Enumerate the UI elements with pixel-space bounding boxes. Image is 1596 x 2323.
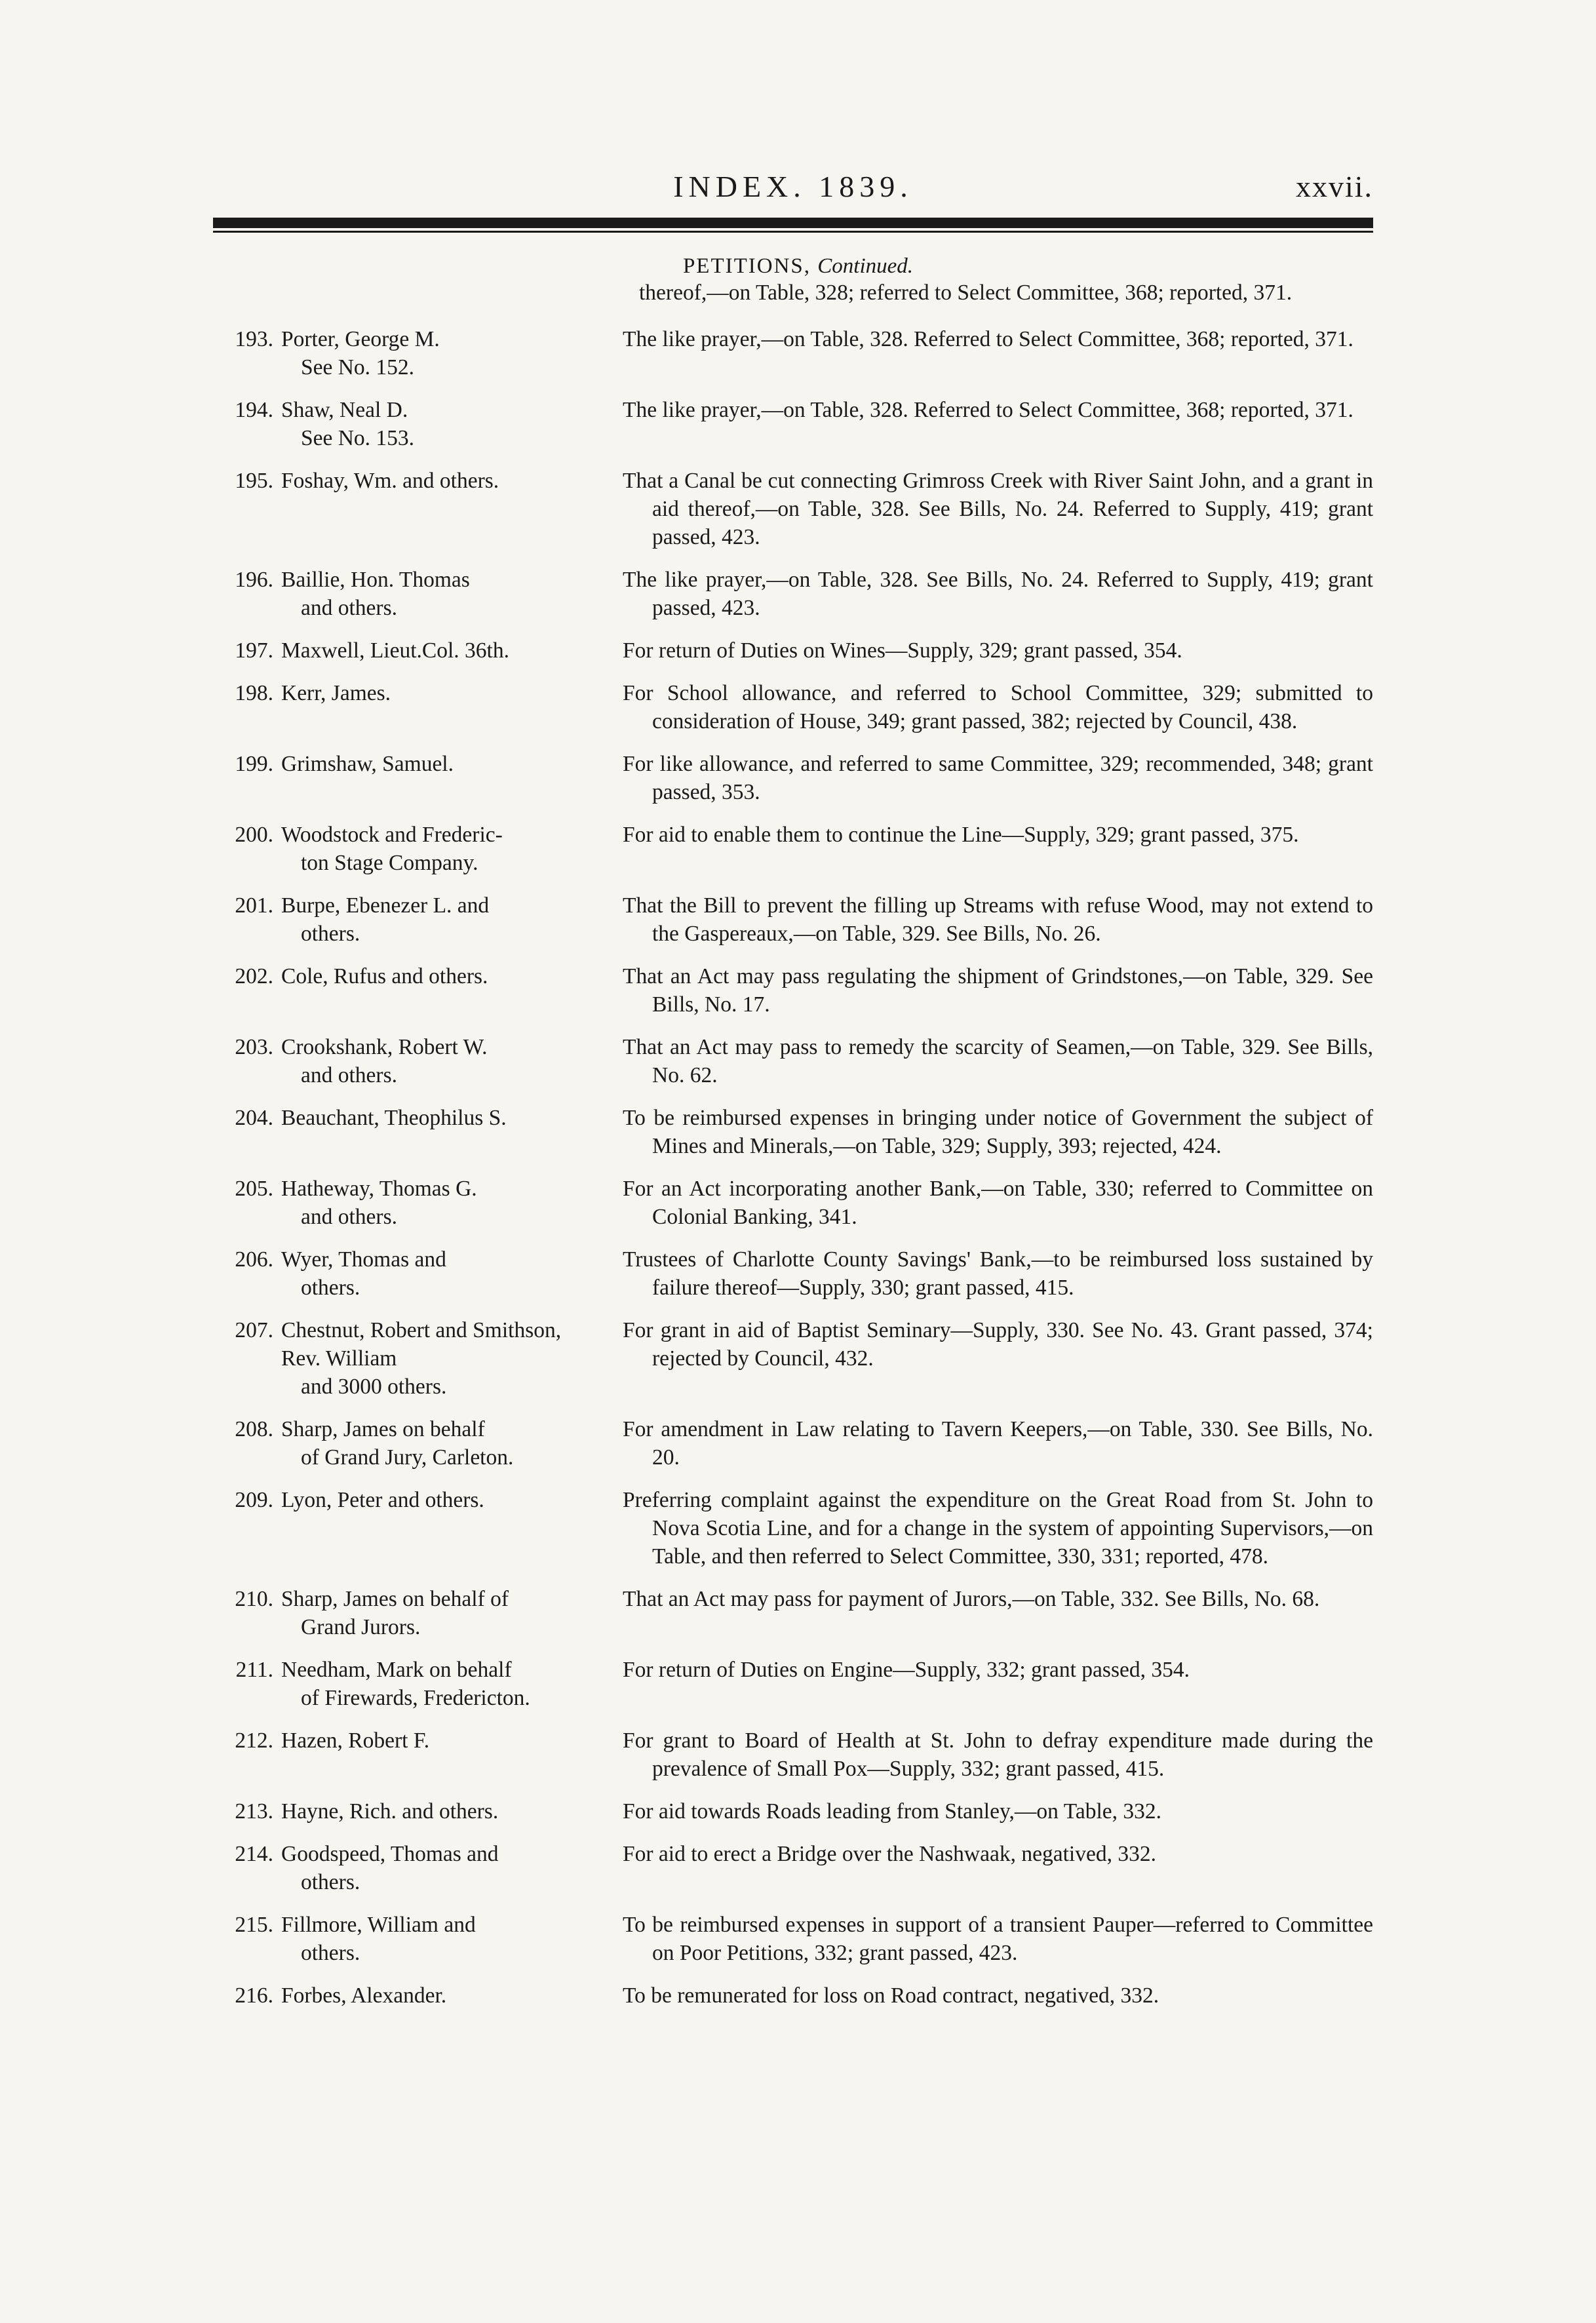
entry-name-sub: and others. — [301, 1063, 397, 1087]
entry-petitioner — [213, 1585, 593, 1641]
entry-text: For aid to enable them to continue the Line—Supply, 329; grant passed, 375. — [623, 823, 1299, 847]
index-entry — [213, 325, 1373, 381]
entry-petitioner — [213, 1033, 593, 1089]
entry-name: Hayne, Rich. and others. — [281, 1799, 499, 1824]
entry-number: 201. — [235, 893, 273, 918]
index-entry — [213, 891, 1373, 948]
entry-text: For return of Duties on Engine—Supply, 332; grant passed, 354. — [623, 1658, 1190, 1682]
entry-petitioner — [213, 1981, 593, 2010]
entry-name: Porter, George M. — [281, 327, 440, 351]
entry-name-sub: See No. 153. — [301, 426, 415, 450]
entry-text: That an Act may pass for payment of Jurors,—on Table, 332. See Bills, No. 68. — [623, 1587, 1320, 1611]
entry-name: Goodspeed, Thomas and — [281, 1842, 499, 1866]
entry-text: The like prayer,—on Table, 328. Referred to Select Committee, 368; reported, 371. — [623, 398, 1353, 422]
entry-name: Sharp, James on behalf — [281, 1417, 485, 1441]
entry-names — [281, 1585, 593, 1641]
entry-petitioner — [213, 396, 593, 452]
entry-number: 215. — [235, 1913, 273, 1937]
entry-name: Hazen, Robert F. — [281, 1728, 430, 1753]
entry-name-sub: others. — [301, 1870, 360, 1894]
entry-name: Crookshank, Robert W. — [281, 1035, 488, 1059]
index-entry — [213, 1727, 1373, 1783]
index-entry — [213, 679, 1373, 735]
entry-name-sub: others. — [301, 922, 360, 946]
entry-petitioner — [213, 636, 593, 665]
entry-petitioner — [213, 1104, 593, 1160]
entry-text: That an Act may pass regulating the shipment of Grindstones,—on Table, 329. See Bills, No. 17. — [623, 964, 1373, 1017]
entry-names — [281, 962, 593, 1019]
entry-text: To be remunerated for loss on Road contract, negatived, 332. — [623, 1983, 1159, 2008]
entry-name: Lyon, Peter and others. — [281, 1488, 484, 1512]
entry-petitioner — [213, 679, 593, 735]
entry-number: 210. — [235, 1587, 273, 1611]
entry-number: 197. — [235, 638, 273, 663]
entry-text: For amendment in Law relating to Tavern Keepers,—on Table, 330. See Bills, No. 20. — [623, 1417, 1373, 1470]
entry-number: 198. — [235, 681, 273, 705]
index-entry — [213, 1175, 1373, 1231]
entry-petitioner — [213, 1840, 593, 1896]
entry-text: For aid to erect a Bridge over the Nashwaak, negatived, 332. — [623, 1842, 1156, 1866]
entry-name-sub: ton Stage Company. — [301, 851, 478, 875]
entry-name: Wyer, Thomas and — [281, 1247, 446, 1272]
entry-name: Forbes, Alexander. — [281, 1983, 447, 2008]
entry-text: To be reimbursed expenses in support of a transient Pauper—referred to Committee on Poor Petitions, 332; grant passed, 423. — [623, 1913, 1373, 1965]
entry-names — [281, 325, 593, 381]
entry-petitioner — [213, 891, 593, 948]
entry-petitioner — [213, 1245, 593, 1302]
entry-number: 206. — [235, 1247, 273, 1272]
entry-names — [281, 1033, 593, 1089]
entry-number: 207. — [235, 1318, 273, 1342]
entry-petitioner — [213, 1656, 593, 1712]
entry-number: 196. — [235, 568, 273, 592]
entry-petitioner — [213, 1175, 593, 1231]
entry-name: Fillmore, William and — [281, 1913, 476, 1937]
index-entry — [213, 467, 1373, 551]
entry-petitioner — [213, 962, 593, 1019]
entry-name: Foshay, Wm. and others. — [281, 469, 499, 493]
entry-names — [281, 396, 593, 452]
entry-text: For grant in aid of Baptist Seminary—Supply, 330. See No. 43. Grant passed, 374; rejected by Council, 432. — [623, 1318, 1373, 1371]
entry-names — [281, 750, 593, 806]
section-continued: Continued. — [817, 254, 914, 278]
entry-petitioner — [213, 467, 593, 551]
entry-petitioner — [213, 821, 593, 877]
index-entry — [213, 1981, 1373, 2010]
entry-number: 193. — [235, 327, 273, 351]
entry-number: 214. — [235, 1842, 273, 1866]
entry-names — [281, 821, 593, 877]
entry-petitioner — [213, 566, 593, 622]
entry-names — [281, 679, 593, 735]
entry-names — [281, 891, 593, 948]
entry-names — [281, 1245, 593, 1302]
entry-petitioner — [213, 1911, 593, 1967]
entry-text: To be reimbursed expenses in bringing under notice of Government the subject of Mines and Minerals,—on Table, 329; Supply, 393; rejected, 424. — [623, 1106, 1373, 1158]
entry-name: Baillie, Hon. Thomas — [281, 568, 470, 592]
index-entry — [213, 1656, 1373, 1712]
entry-names — [281, 636, 593, 665]
entry-text: Preferring complaint against the expenditure on the Great Road from St. John to Nova Scotia Line, and for a change in the system of appointing Supervisors,—on Table, and then referred to Select Committee, 330, 331; reported, 478. — [623, 1488, 1373, 1569]
entry-number: 194. — [235, 398, 273, 422]
entry-name: Needham, Mark on behalf — [281, 1658, 512, 1682]
page-title: INDEX. 1839. — [673, 170, 913, 203]
entry-name-sub: and others. — [301, 596, 397, 620]
section-heading — [0, 254, 1596, 279]
entry-names — [281, 1104, 593, 1160]
entry-names — [281, 566, 593, 622]
entry-names — [281, 1797, 593, 1825]
entry-text: For aid towards Roads leading from Stanley,—on Table, 332. — [623, 1799, 1161, 1824]
index-entry — [213, 1840, 1373, 1896]
entry-name-sub: others. — [301, 1276, 360, 1300]
index-entry — [213, 962, 1373, 1019]
index-entry — [213, 1415, 1373, 1472]
entry-number: 203. — [235, 1035, 273, 1059]
entry-number: 202. — [235, 964, 273, 988]
entry-name: Cole, Rufus and others. — [281, 964, 488, 988]
entry-text: That a Canal be cut connecting Grimross Creek with River Saint John, and a grant in aid thereof,—on Table, 328. See Bills, No. 24. Referred to Supply, 419; grant passed, 423. — [623, 469, 1373, 549]
index-entry — [213, 1104, 1373, 1160]
entry-names — [281, 1316, 593, 1401]
entry-number: 200. — [235, 823, 273, 847]
entry-name: Burpe, Ebenezer L. and — [281, 893, 490, 918]
entry-name: Woodstock and Frederic- — [281, 823, 503, 847]
entry-petitioner — [213, 325, 593, 381]
entry-text: That the Bill to prevent the filling up Streams with refuse Wood, may not extend to the Gaspereaux,—on Table, 329. See Bills, No. 26. — [623, 893, 1373, 946]
entry-name: Sharp, James on behalf of — [281, 1587, 509, 1611]
entry-name-sub: of Grand Jury, Carleton. — [301, 1445, 514, 1470]
entry-number: 204. — [235, 1106, 273, 1130]
entry-names — [281, 1656, 593, 1712]
page-number: xxvii. — [1295, 170, 1373, 203]
header-rule-thin — [213, 231, 1373, 233]
entry-name-sub: Grand Jurors. — [301, 1615, 421, 1639]
entry-name-sub: others. — [301, 1941, 360, 1965]
entry-petitioner — [213, 1415, 593, 1472]
index-entry — [213, 566, 1373, 622]
entry-number: 199. — [235, 752, 273, 776]
header-rule — [213, 218, 1373, 228]
entry-text: For return of Duties on Wines—Supply, 329; grant passed, 354. — [623, 638, 1182, 663]
entry-names — [281, 1911, 593, 1967]
entry-names — [281, 1981, 593, 2010]
entry-text: That an Act may pass to remedy the scarcity of Seamen,—on Table, 329. See Bills, No. 62. — [623, 1035, 1373, 1087]
index-entry — [213, 1245, 1373, 1302]
index-entry — [213, 1486, 1373, 1571]
entry-text: Trustees of Charlotte County Savings' Bank,—to be reimbursed loss sustained by failure thereof—Supply, 330; grant passed, 415. — [623, 1247, 1373, 1300]
entry-name: Grimshaw, Samuel. — [281, 752, 454, 776]
entry-petitioner — [213, 1797, 593, 1825]
page-header — [213, 169, 1373, 215]
index-entry — [213, 821, 1373, 877]
entry-name: Shaw, Neal D. — [281, 398, 408, 422]
continued-entry — [213, 279, 1373, 307]
entry-number: 216. — [235, 1983, 273, 2008]
entry-petitioner — [213, 1486, 593, 1571]
entry-names — [281, 1486, 593, 1571]
entry-name: Kerr, James. — [281, 681, 391, 705]
entry-name-sub: See No. 152. — [301, 355, 415, 380]
entry-number: 213. — [235, 1799, 273, 1824]
entry-name: Hatheway, Thomas G. — [281, 1177, 477, 1201]
entry-text: For like allowance, and referred to same Committee, 329; recommended, 348; grant passed, 353. — [623, 752, 1373, 804]
section-label: PETITIONS, — [682, 254, 811, 278]
entry-names — [281, 467, 593, 551]
entry-text: For School allowance, and referred to School Committee, 329; submitted to consideration of House, 349; grant passed, 382; rejected by Council, 438. — [623, 681, 1373, 733]
entry-names — [281, 1175, 593, 1231]
entry-petitioner — [213, 1316, 593, 1401]
entry-number: 195. — [235, 469, 273, 493]
entry-petitioner — [213, 750, 593, 806]
index-entries — [213, 279, 1373, 2024]
index-entry — [213, 636, 1373, 665]
entry-text: For an Act incorporating another Bank,—on Table, 330; referred to Committee on Colonial Banking, 341. — [623, 1177, 1373, 1229]
entry-name: Beauchant, Theophilus S. — [281, 1106, 507, 1130]
entry-number: 209. — [235, 1488, 273, 1512]
entry-names — [281, 1727, 593, 1783]
entry-names — [281, 1415, 593, 1472]
entry-number: 211. — [235, 1658, 273, 1682]
entry-name: Maxwell, Lieut.Col. 36th. — [281, 638, 509, 663]
entry-names — [281, 1840, 593, 1896]
index-entry — [213, 396, 1373, 452]
index-entry — [213, 750, 1373, 806]
index-entry — [213, 1585, 1373, 1641]
entry-name: Chestnut, Robert and Smithson, Rev. William — [281, 1318, 562, 1371]
entry-text: For grant to Board of Health at St. John to defray expenditure made during the prevalence of Small Pox—Supply, 332; grant passed, 415. — [623, 1728, 1373, 1781]
entry-name-sub: of Firewards, Fredericton. — [301, 1686, 530, 1710]
entry-number: 212. — [235, 1728, 273, 1753]
index-entry — [213, 1316, 1373, 1401]
index-entry — [213, 1033, 1373, 1089]
entry-text: The like prayer,—on Table, 328. See Bills, No. 24. Referred to Supply, 419; grant passed, 423. — [623, 568, 1373, 620]
entry-text: thereof,—on Table, 328; referred to Select Committee, 368; reported, 371. — [639, 281, 1293, 305]
entry-petitioner — [213, 1727, 593, 1783]
entry-number: 205. — [235, 1177, 273, 1201]
entry-number: 208. — [235, 1417, 273, 1441]
index-entry — [213, 1911, 1373, 1967]
entry-name-sub: and 3000 others. — [301, 1375, 447, 1399]
entry-text: The like prayer,—on Table, 328. Referred to Select Committee, 368; reported, 371. — [623, 327, 1353, 351]
index-entry — [213, 1797, 1373, 1825]
entry-name-sub: and others. — [301, 1205, 397, 1229]
